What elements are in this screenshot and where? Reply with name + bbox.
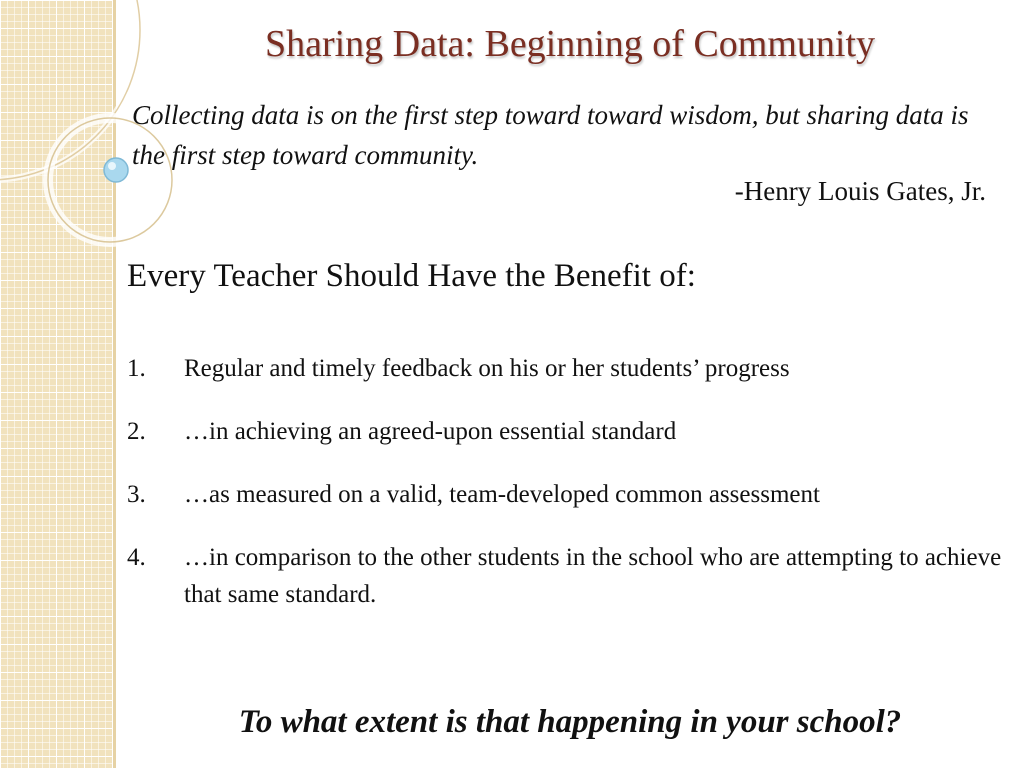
list-item xyxy=(127,350,1007,387)
accent-dot-icon xyxy=(104,158,128,182)
list-item-text: Regular and timely feedback on his or her students’ progress xyxy=(184,355,790,382)
list-item-number: 4. xyxy=(127,544,146,571)
list-item xyxy=(127,413,1007,450)
list-item-text: …in comparison to the other students in the school who are attempting to achieve that same standard. xyxy=(184,544,1002,608)
closing-question: To what extent is that happening in your school? xyxy=(238,704,902,740)
list-item xyxy=(127,476,1007,513)
quote-author: -Henry Louis Gates, Jr. xyxy=(734,176,986,206)
list-item-text: …as measured on a valid, team-developed common assessment xyxy=(184,481,820,508)
list-item-number: 1. xyxy=(127,355,146,382)
list-item-number: 3. xyxy=(127,481,146,508)
list-item-number: 2. xyxy=(127,418,146,445)
lead-heading: Every Teacher Should Have the Benefit of: xyxy=(127,258,696,294)
slide-title: Sharing Data: Beginning of Community xyxy=(264,23,876,65)
list-item-text: …in achieving an agreed-upon essential standard xyxy=(184,418,677,445)
benefits-list xyxy=(127,350,1007,639)
quote-text: Collecting data is on the first step toward toward wisdom, but sharing data is the first step toward community. xyxy=(132,100,969,170)
list-item xyxy=(127,539,1007,613)
